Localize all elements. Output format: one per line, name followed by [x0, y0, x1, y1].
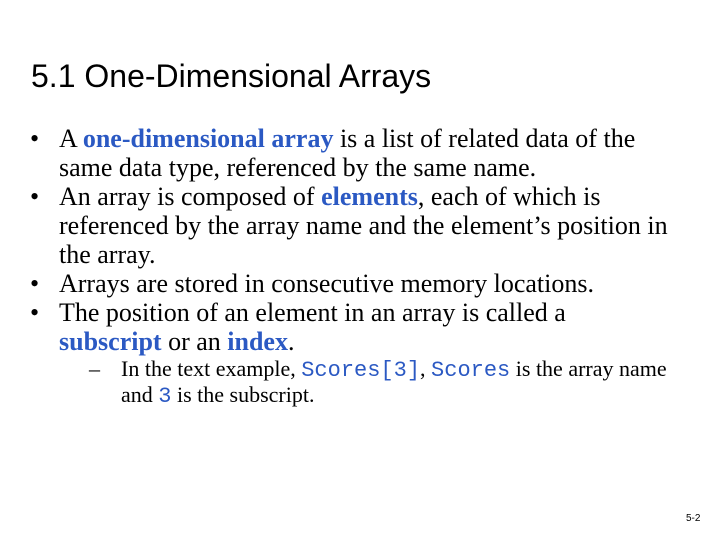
code-scores-3: Scores[3] [301, 358, 421, 383]
term-one-dimensional-array: one-dimensional array [82, 124, 334, 153]
code-3: 3 [158, 384, 172, 409]
bullet-text: Arrays are stored in consecutive memory locations. [59, 269, 594, 298]
page-number: 5-2 [686, 513, 701, 524]
bullet-text: , each of which is referenced by the array name and the element’s position in the array. [59, 182, 668, 269]
sub-bullet-text: is the array name and [121, 356, 667, 407]
bullet-text: or an [161, 327, 228, 356]
sub-bullet-item [59, 357, 670, 409]
term-subscript: subscript [59, 327, 162, 356]
sub-bullet-text: is the subscript. [171, 382, 315, 407]
bullet-icon: • [30, 269, 40, 298]
code-scores: Scores [431, 358, 511, 383]
term-elements: elements [321, 182, 418, 211]
dash-icon: – [89, 356, 100, 381]
bullet-text: A [59, 124, 83, 153]
bullet-icon: • [30, 124, 40, 153]
bullet-text: is a list of related data of the same data type, referenced by the same name. [59, 124, 636, 182]
bullet-item-4 [30, 298, 670, 409]
bullet-item-2 [30, 182, 670, 269]
sub-bullet-text: , [420, 356, 432, 381]
bullet-item-1 [30, 124, 670, 182]
bullet-icon: • [30, 182, 40, 211]
bullet-text: An array is composed of [59, 182, 322, 211]
bullet-item-3 [30, 269, 670, 298]
slide-title: 5.1 One-Dimensional Arrays [31, 58, 432, 94]
bullet-list [30, 124, 670, 409]
bullet-text: The position of an element in an array is called a [59, 298, 566, 327]
bullet-text: . [287, 327, 295, 356]
sub-bullet-text: In the text example, [121, 356, 302, 381]
term-index: index [227, 327, 288, 356]
bullet-icon: • [30, 298, 40, 327]
